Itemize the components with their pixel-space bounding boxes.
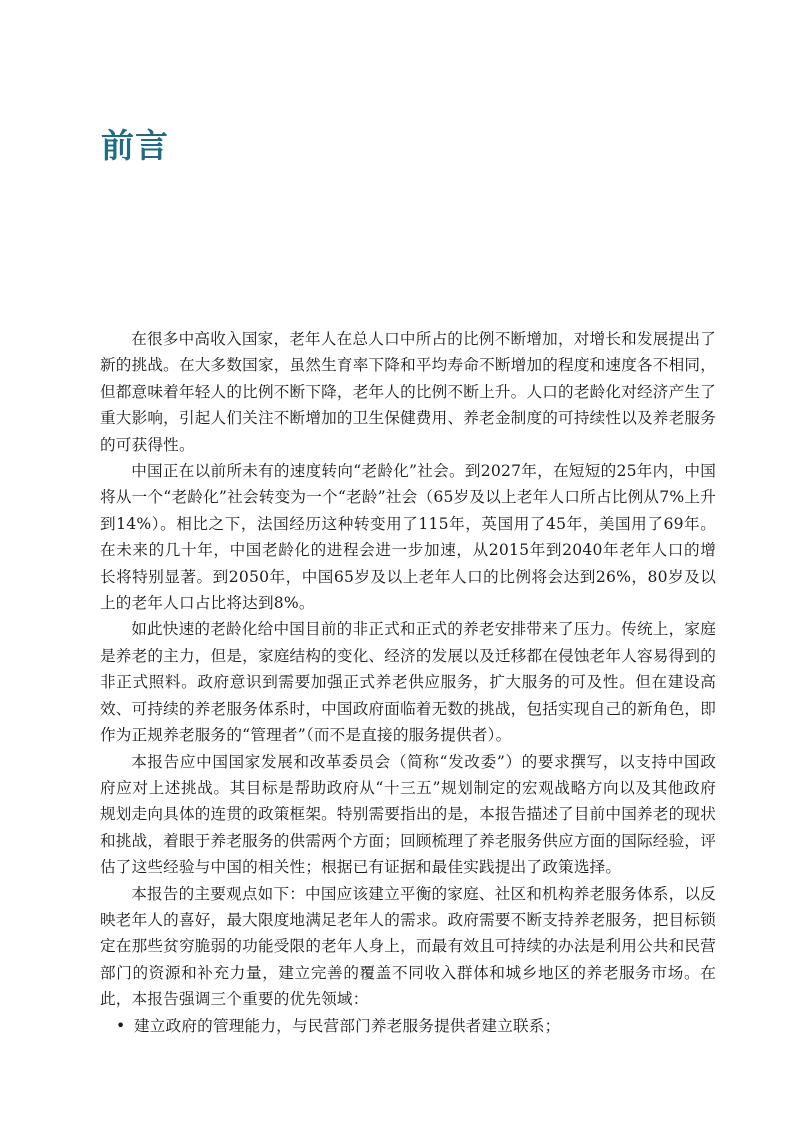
paragraph-3: 如此快速的老龄化给中国目前的非正式和正式的养老安排带来了压力。传统上，家庭是养老的主力，但是，家庭结构的变化、经济的发展以及迁移都在侵蚀老年人容易得到的非正式照料。政府意识到需要加强正式养老供应服务，扩大服务的可及性。但在建设高效、可持续的养老服务体系时，中国政府面临着无数的挑战，包括实现自己的新角色，即作为正规养老服务的“管理者”（而不是直接的服务提供者）。 bbox=[100, 620, 716, 745]
list-item: • 建立政府的管理能力，与民营部门养老服务提供者建立联系； bbox=[100, 1013, 716, 1039]
page-title: 前言 bbox=[101, 126, 169, 165]
body-text bbox=[100, 326, 716, 1039]
paragraph-1: 在很多中高收入国家，老年人在总人口中所占的比例不断增加，对增长和发展提出了新的挑战。在大多数国家，虽然生育率下降和平均寿命不断增加的程度和速度各不相同，但都意味着年轻人的比例不断下降，老年人的比例不断上升。人口的老龄化对经济产生了重大影响，引起人们关注不断增加的卫生保健费用、养老金制度的可持续性以及养老服务的可获得性。 bbox=[100, 330, 716, 454]
paragraph-5: 本报告的主要观点如下：中国应该建立平衡的家庭、社区和机构养老服务体系，以反映老年人的喜好，最大限度地满足老年人的需求。政府需要不断支持养老服务，把目标锁定在那些贫穷脆弱的功能受限的老年人身上，而最有效且可持续的办法是利用公共和民营部门的资源和补充力量，建立完善的覆盖不同收入群体和城乡地区的养老服务市场。在此，本报告强调三个重要的优先领域： bbox=[100, 884, 716, 1009]
paragraph-4: 本报告应中国国家发展和改革委员会（简称“发改委”）的要求撰写，以支持中国政府应对上述挑战。其目标是帮助政府从“十三五”规划制定的宏观战略方向以及其他政府规划走向具体的连贯的政策框架。特别需要指出的是，本报告描述了目前中国养老的现状和挑战，着眼于养老服务的供需两个方面；回顾梳理了养老服务供应方面的国际经验，评估了这些经验与中国的相关性；根据已有证据和最佳实践提出了政策选择。 bbox=[100, 752, 716, 877]
priority-list bbox=[100, 1013, 716, 1039]
paragraph-2: 中国正在以前所未有的速度转向“老龄化”社会。到2027年，在短短的25年内，中国将从一个“老龄化”社会转变为一个“老龄”社会（65岁及以上老年人口所占比例从7%上升到14%）。相比之下，法国经历这种转变用了115年，英国用了45年，美国用了69年。在未来的几十年，中国老龄化的进程会进一步加速，从2015年到2040年老年人口的增长将特别显著。到2050年，中国65岁及以上老年人口的比例将会达到26%，80岁及以上的老年人口占比将达到8%。 bbox=[100, 462, 716, 613]
